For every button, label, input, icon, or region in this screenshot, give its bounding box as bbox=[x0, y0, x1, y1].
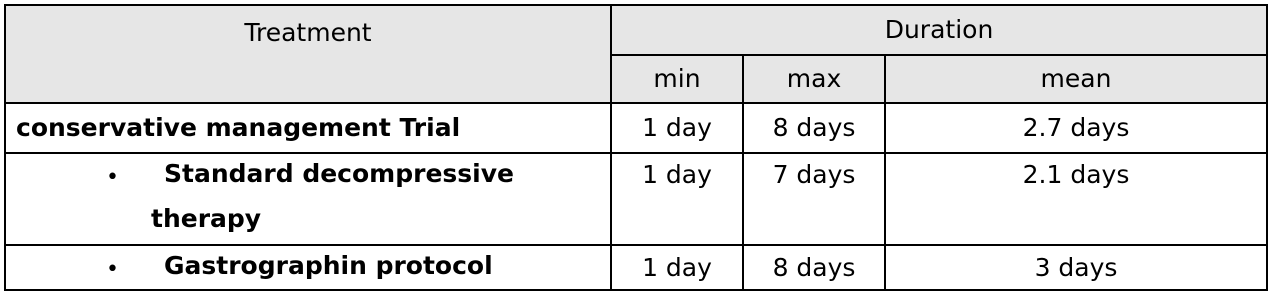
header-min: min bbox=[611, 55, 743, 103]
treatment-line-2: therapy bbox=[151, 204, 262, 233]
treatment-text: Gastrographin protocol bbox=[164, 251, 493, 280]
treatment-cell bbox=[5, 153, 611, 245]
min-cell: 1 day bbox=[611, 245, 743, 290]
header-row-1 bbox=[5, 5, 1267, 55]
max-cell: 8 days bbox=[743, 103, 885, 153]
max-cell: 8 days bbox=[743, 245, 885, 290]
bullet-icon: • bbox=[106, 257, 119, 282]
min-cell: 1 day bbox=[611, 153, 743, 245]
table-row bbox=[5, 153, 1267, 245]
table-row bbox=[5, 103, 1267, 153]
treatment-duration-table bbox=[4, 4, 1268, 291]
header-max: max bbox=[743, 55, 885, 103]
header-mean: mean bbox=[885, 55, 1267, 103]
max-cell: 7 days bbox=[743, 153, 885, 245]
treatment-text bbox=[151, 159, 584, 234]
mean-cell: 3 days bbox=[885, 245, 1267, 290]
treatment-line-1: Standard decompressive bbox=[164, 159, 514, 188]
header-treatment: Treatment bbox=[5, 5, 611, 103]
min-cell: 1 day bbox=[611, 103, 743, 153]
mean-cell: 2.1 days bbox=[885, 153, 1267, 245]
bullet-icon: • bbox=[106, 165, 119, 190]
table-row bbox=[5, 245, 1267, 290]
treatment-cell bbox=[5, 245, 611, 290]
mean-cell: 2.7 days bbox=[885, 103, 1267, 153]
treatment-cell: conservative management Trial bbox=[5, 103, 611, 153]
header-duration: Duration bbox=[611, 5, 1267, 55]
